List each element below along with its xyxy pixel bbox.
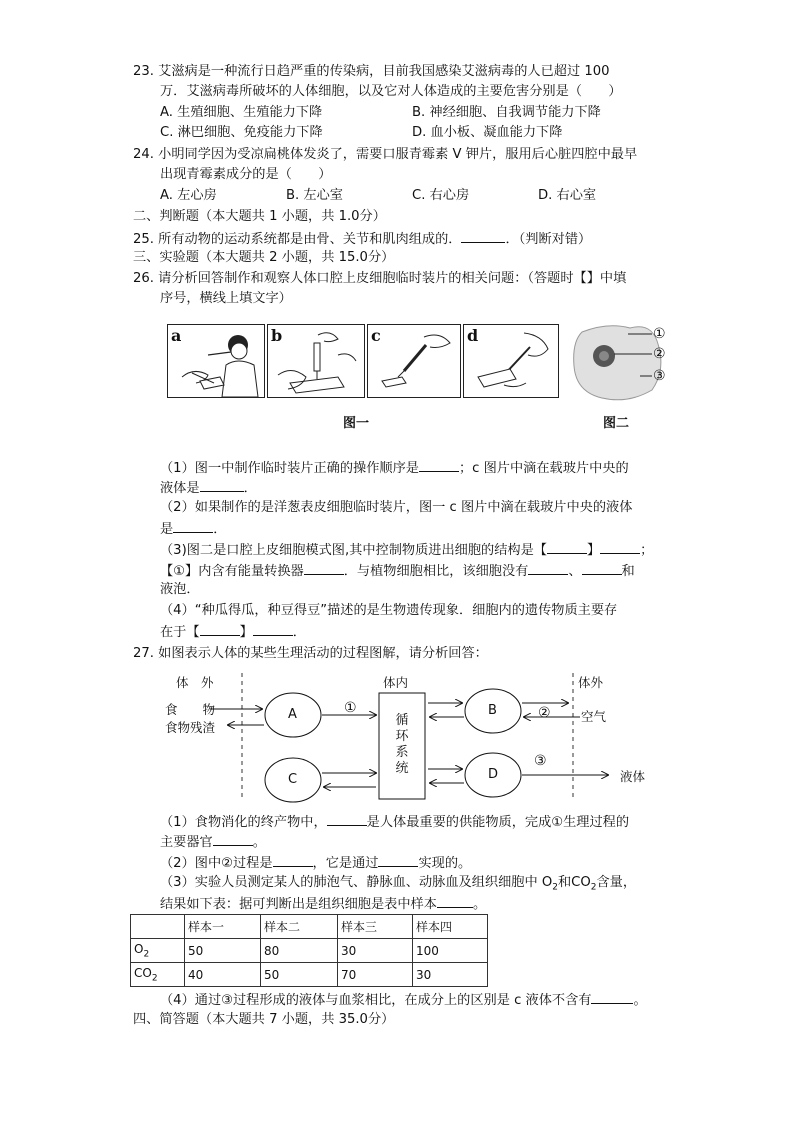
q27-part1-cont: 主要器官 。 — [160, 831, 266, 853]
q27-blank-component[interactable] — [591, 989, 633, 1004]
q26-blank-order[interactable] — [419, 457, 459, 472]
q26-line1: 26. 请分析回答制作和观察人体口腔上皮细胞临时装片的相关问题：（答题时【】中填 — [133, 271, 627, 286]
node-d: D — [488, 767, 499, 782]
q27-intro: 27. 如图表示人体的某些生理活动的过程图解，请分析回答： — [133, 646, 488, 661]
q23-option-b: B. 神经细胞、自我调节能力下降 — [412, 105, 601, 120]
q24-line2: 出现青霉素成分的是（ ） — [160, 167, 332, 182]
figure1-panel-c: c — [367, 324, 461, 398]
marker-3: ③ — [534, 753, 547, 769]
cell-label-3: ③ — [653, 368, 666, 384]
label-food-residue: 食物残渣 — [165, 720, 216, 735]
table-row-o2: $O_2$ 50 80 30 100 — [131, 939, 488, 963]
section-2-heading: 二、判断题（本大题共 1 小题，共 1.0分） — [133, 209, 386, 224]
figure1-panel-a: a — [167, 324, 265, 398]
q26-part2: （2）如果制作的是洋葱表皮细胞临时装片，图一 c 图片中滴在载玻片中央的液体 — [160, 500, 633, 515]
person-swab-illustration — [168, 325, 264, 397]
q25-blank[interactable] — [461, 228, 505, 243]
label-inside: 体内 — [383, 675, 409, 690]
label-outside-left: 体 外 — [176, 675, 214, 690]
figure1-panel-b: b — [267, 324, 365, 398]
q23-option-c: C. 淋巴细胞、免疫能力下降 — [160, 125, 323, 140]
q27-blank-process[interactable] — [273, 852, 313, 867]
q26-blank-genetic-number[interactable] — [200, 621, 240, 636]
q23-option-a: A. 生殖细胞、生殖能力下降 — [160, 105, 323, 120]
label-air: 空气 — [581, 709, 607, 724]
q26-part4: （4）“种瓜得瓜，种豆得豆”描述的是生物遗传现象．细胞内的遗传物质主要存 — [160, 603, 618, 618]
q27-part3: （3）实验人员测定某人的肺泡气、静脉血、动脉血及组织细胞中 $O_2$和$CO_2$含量， — [160, 875, 637, 893]
figure2-caption: 图二 — [603, 416, 630, 431]
section-3-heading: 三、实验题（本大题共 2 小题，共 15.0分） — [133, 250, 395, 265]
dropper-illustration — [368, 325, 460, 397]
q27-part2: （2）图中②过程是 ，它是通过 实现的。 — [160, 852, 471, 874]
q26-part3-cont: 【①】内含有能量转换器 ．与植物细胞相比，该细胞没有 、 和 — [160, 560, 635, 582]
q26-blank-onion-liquid[interactable] — [173, 518, 213, 533]
q26-part3-end: 液泡． — [160, 582, 200, 597]
q26-blank-energy-converter[interactable] — [304, 560, 344, 575]
section-4-heading: 四、简答题（本大题共 7 小题，共 35.0分） — [133, 1012, 395, 1027]
q26-part1: （1）图一中制作临时装片正确的操作顺序是 ；c 图片中滴在载玻片中央的 — [160, 457, 629, 479]
label-outside-right: 体外 — [578, 675, 604, 690]
cell-label-1: ① — [653, 326, 666, 342]
q25: 25. 所有动物的运动系统都是由骨、关节和肌肉组成的． ．（判断对错） — [133, 228, 591, 250]
gas-content-table — [130, 914, 488, 987]
q27-part1: （1）食物消化的终产物中， 是人体最重要的供能物质，完成①生理过程的 — [160, 811, 629, 833]
q23-option-d: D. 血小板、凝血能力下降 — [412, 125, 563, 140]
label-liquid: 液体 — [620, 769, 646, 784]
cell-diagram — [568, 320, 698, 404]
q27-blank-sample[interactable] — [437, 893, 473, 908]
q26-part3: （3)图二是口腔上皮细胞模式图,其中控制物质进出细胞的结构是【 】 ； — [160, 539, 653, 561]
dropper-hand-illustration — [268, 325, 364, 397]
q24-option-b: B. 左心室 — [286, 188, 343, 203]
q26-blank-missing-1[interactable] — [528, 560, 568, 575]
q26-blank-missing-2[interactable] — [582, 560, 622, 575]
q26-part4-cont: 在于【 】 ． — [160, 621, 306, 643]
q24-option-c: C. 右心房 — [412, 188, 470, 203]
node-b: B — [488, 703, 497, 718]
node-c: C — [288, 772, 298, 787]
q27-blank-energy-substance[interactable] — [327, 811, 367, 826]
q24-line1: 24. 小明同学因为受凉扁桃体发炎了，需要口服青霉素 V 钾片，服用后心脏四腔中最早 — [133, 147, 638, 162]
q26-blank-liquid[interactable] — [200, 477, 244, 492]
circulatory-system-label: 循环系统 — [395, 713, 409, 776]
q27-part3-cont: 结果如下表：据可判断出是组织细胞是表中样本 。 — [160, 893, 486, 915]
cell-label-2: ② — [653, 346, 666, 362]
marker-1: ① — [344, 700, 357, 716]
q26-blank-membrane-name[interactable] — [600, 539, 640, 554]
q24-option-d: D. 右心室 — [538, 188, 597, 203]
q26-part1-cont: 液体是 ． — [160, 477, 257, 499]
q27-blank-organ[interactable] — [213, 831, 253, 846]
q26-part2-cont: 是 ． — [160, 518, 226, 540]
q27-part4: （4）通过③过程形成的液体与血浆相比，在成分上的区别是 c 液体不含有 。 — [160, 989, 647, 1011]
table-header-row: 样本一 样本二 样本三 样本四 — [131, 915, 488, 939]
figure1-panel-d: d — [463, 324, 559, 398]
label-food: 食 物 — [165, 702, 216, 717]
q27-blank-mechanism[interactable] — [378, 852, 418, 867]
q26-blank-membrane-number[interactable] — [547, 539, 587, 554]
figure1-caption: 图一 — [343, 416, 370, 431]
q23-line2: 万．艾滋病毒所破坏的人体细胞，以及它对人体造成的主要危害分别是（ ） — [160, 84, 622, 99]
table-row-co2: $CO_2$ 40 50 70 30 — [131, 963, 488, 987]
marker-2: ② — [538, 705, 551, 721]
q26-line2: 序号，横线上填文字） — [160, 291, 292, 306]
q24-option-a: A. 左心房 — [160, 188, 217, 203]
q23-line1: 23. 艾滋病是一种流行日趋严重的传染病，目前我国感染艾滋病毒的人已超过 100 — [133, 64, 610, 79]
node-a: A — [288, 707, 297, 722]
q26-blank-genetic-name[interactable] — [253, 621, 293, 636]
